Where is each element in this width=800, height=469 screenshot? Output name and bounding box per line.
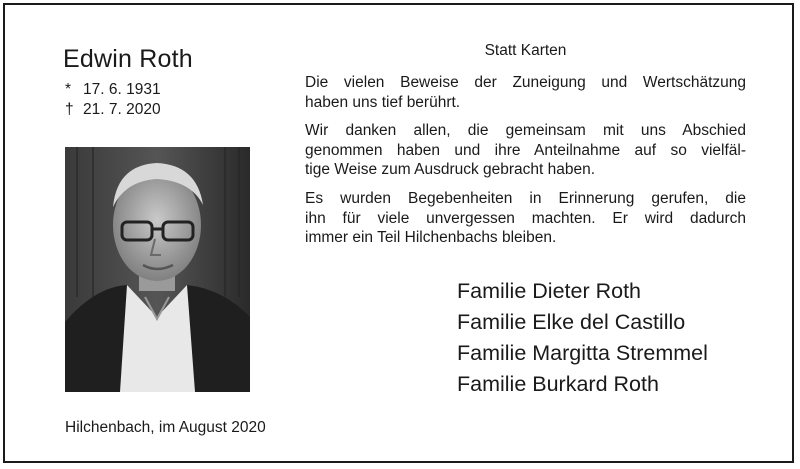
death-symbol-cross: †: [65, 101, 74, 118]
paragraph-line: Es wurden Begebenheiten in Erinnerung gerufen, die: [305, 190, 746, 207]
birth-date-line: [65, 80, 161, 100]
place-and-date: Hilchenbach, im August 2020: [65, 419, 266, 436]
family-name: Familie Dieter Roth: [457, 279, 641, 303]
portrait-image: [65, 147, 250, 392]
deceased-name: Edwin Roth: [63, 45, 193, 73]
paragraph-line: Die vielen Beweise der Zuneigung und Wertschätzung: [305, 74, 746, 91]
heading-statt-karten: Statt Karten: [484, 42, 567, 59]
paragraph-2: [305, 121, 746, 180]
death-date-line: [65, 100, 161, 120]
death-date: 21. 7. 2020: [83, 101, 161, 118]
birth-symbol: *: [65, 81, 72, 98]
family-signatures: [457, 276, 708, 400]
paragraph-3: [305, 189, 746, 248]
obituary-card: [3, 3, 794, 463]
paragraph-1: [305, 73, 746, 112]
paragraph-line: immer ein Teil Hilchenbachs bleiben.: [305, 229, 557, 246]
birth-date: 17. 6. 1931: [83, 81, 161, 98]
family-name: Familie Burkard Roth: [457, 372, 659, 396]
paragraph-line: haben uns tief berührt.: [305, 93, 461, 111]
paragraph-line: tige Weise zum Ausdruck gebracht haben.: [305, 161, 596, 178]
paragraph-line: genommen haben und ihre Anteilnahme auf so vielfäl-: [305, 141, 746, 159]
family-name: Familie Elke del Castillo: [457, 310, 686, 334]
paragraph-line: ihn für viele unvergessen machten. Er wird dadurch: [305, 209, 746, 227]
portrait-photo: [65, 147, 250, 392]
paragraph-line: Wir danken allen, die gemeinsam mit uns Abschied: [305, 122, 746, 139]
family-name: Familie Margitta Stremmel: [457, 341, 708, 365]
